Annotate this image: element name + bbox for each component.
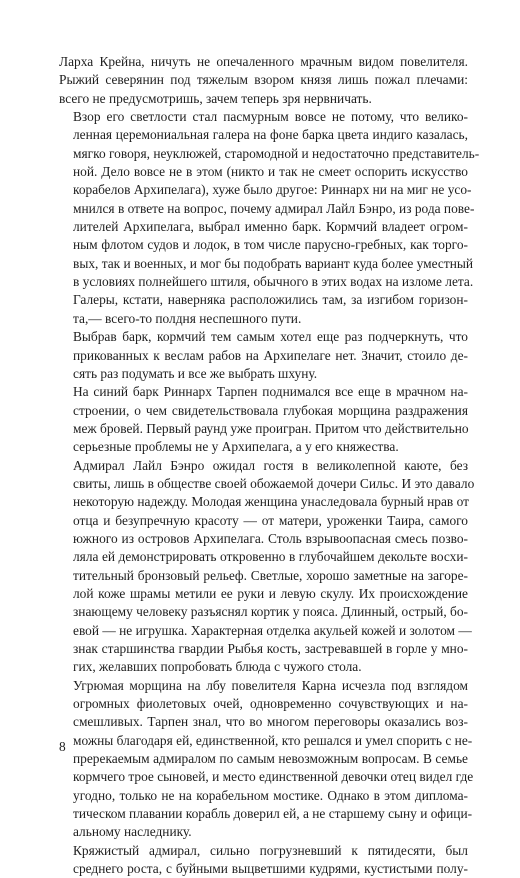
- text-line: всего не предусмотришь, зачем теперь зря нервничать.: [59, 90, 372, 106]
- text-line: серьезные проблемы не у Архипелага, а у его княжества.: [73, 439, 399, 455]
- text-line: мнился в ответе на вопрос, почему адмирал Лайл Бэнро, из рода пове-: [73, 200, 475, 216]
- text-line: На синий барк Риннарх Тарпен поднимался все еще в мрачном на-: [73, 384, 468, 400]
- text-line: прикованных к веслам рабов на Архипелаге нет. Значит, стоило де-: [73, 347, 468, 363]
- paragraph: [59, 108, 480, 328]
- text-line: евой — не игрушка. Характерная отделка акульей кожей и золотом —: [73, 622, 472, 638]
- paragraph: [59, 383, 468, 456]
- text-line: лителей Архипелага, выбрал именно барк. Кормчий владеет огром-: [73, 219, 468, 235]
- text-line: среднего роста, с буйными выцветшими кудрями, кустистыми полу-: [73, 861, 468, 877]
- text-line: южного из островов Архипелага. Столь взрывоопасная смесь позво-: [73, 530, 468, 546]
- text-line: ляла ей демонстрировать откровенно в глубочайшем декольте восхи-: [73, 549, 468, 565]
- text-line: меж бровей. Первый раунд уже проигран. Притом что действительно: [73, 420, 469, 436]
- paragraph: [59, 842, 468, 878]
- text-line: ным флотом судов и лодок, в том числе парусно-гребных, как торго-: [73, 237, 468, 253]
- text-line: корабелов Архипелага), хуже было другое: Риннарх ни на миг не усо-: [73, 182, 472, 198]
- text-line: знающему человеку разъяснял кортик у пояса. Длинный, острый, бо-: [73, 604, 469, 620]
- text-line: строении, о чем свидетельствовала глубокая морщина раздражения: [73, 402, 468, 418]
- text-line: кормчего трое сыновей, и место единственной девочки отец видел где: [73, 769, 474, 785]
- text-line: гих, желавших попробовать блюда с чужого стола.: [73, 659, 362, 675]
- text-line: ной. Дело вовсе не в этом (никто и так не смеет оспорить искусство: [73, 164, 468, 180]
- paragraph: [59, 677, 474, 842]
- text-line: Галеры, кстати, наверняка расположились там, за изгибом горизон-: [73, 292, 468, 308]
- text-line: пререкаемым адмиралом по самым невозможным вопросам. В семье: [73, 751, 468, 767]
- book-page-text: [59, 53, 480, 878]
- text-line: мягко говоря, неуклюжей, старомодной и недостаточно представитель-: [73, 145, 480, 161]
- text-line: Рыжий северянин под тяжелым взором князя лишь пожал плечами:: [59, 72, 468, 88]
- text-line: свиты, лишь в обществе своей обожаемой дочери Сильс. И это давало: [73, 475, 475, 491]
- text-line: тическом плавании корабль доверил ей, а не старшему сыну и офици-: [73, 806, 473, 822]
- text-line: вых, так и военных, и мог бы подобрать вариант куда более уместный: [73, 255, 474, 271]
- text-line: отца и безупречную красоту — от матери, уроженки Таира, самого: [73, 512, 468, 528]
- text-line: в условиях полнейшего штиля, обычного в этих водах на изломе лета.: [73, 274, 474, 290]
- text-line: Кряжистый адмирал, сильно погрузневший к пятидесяти, был: [73, 842, 468, 858]
- text-line: можны благодаря ей, единственной, кто решался и умел спорить с не-: [73, 732, 473, 748]
- text-line: угодно, только не на корабельном мостике. Однако в этом диплома-: [73, 787, 468, 803]
- text-line: тительный бронзовый рельеф. Светлые, хорошо заметные на загоре-: [73, 567, 468, 583]
- text-line: ленная церемониальная галера на фоне барка цвета индиго казалась,: [73, 127, 468, 143]
- paragraph: [59, 328, 468, 383]
- text-line: лой коже шрамы метили ее руки и левую скулу. Их происхождение: [73, 585, 468, 601]
- paragraph: [59, 457, 475, 677]
- text-line: Угрюмая морщина на лбу повелителя Карна исчезла под взглядом: [73, 677, 468, 693]
- text-line: Ларха Крейна, ничуть не опечаленного мрачным видом повелителя.: [59, 54, 468, 69]
- text-line: огромных фиолетовых очей, одновременно сочувствующих и на-: [73, 696, 468, 712]
- text-line: некоторую надежду. Молодая женщина унаследовала бурный нрав от: [73, 494, 469, 510]
- text-line: знак старшинства гвардии Рыбья кость, застревавшей в горле у мно-: [73, 641, 468, 656]
- text-line: Взор его светлости стал пасмурным вовсе не потому, что велико-: [73, 109, 468, 125]
- page-number: 8: [59, 739, 66, 754]
- text-line: альному наследнику.: [73, 824, 192, 840]
- text-line: сять раз подумать и все же выбрать шхуну.: [73, 365, 318, 381]
- text-line: Адмирал Лайл Бэнро ожидал гостя в великолепной каюте, без: [73, 457, 468, 473]
- paragraph: [59, 53, 468, 108]
- text-line: та,— всего-то полдня неспешного пути.: [73, 310, 302, 326]
- text-line: Выбрав барк, кормчий тем самым хотел еще раз подчеркнуть, что: [73, 329, 468, 345]
- text-line: смешливых. Тарпен знал, что во многом переговоры оказались воз-: [73, 714, 468, 730]
